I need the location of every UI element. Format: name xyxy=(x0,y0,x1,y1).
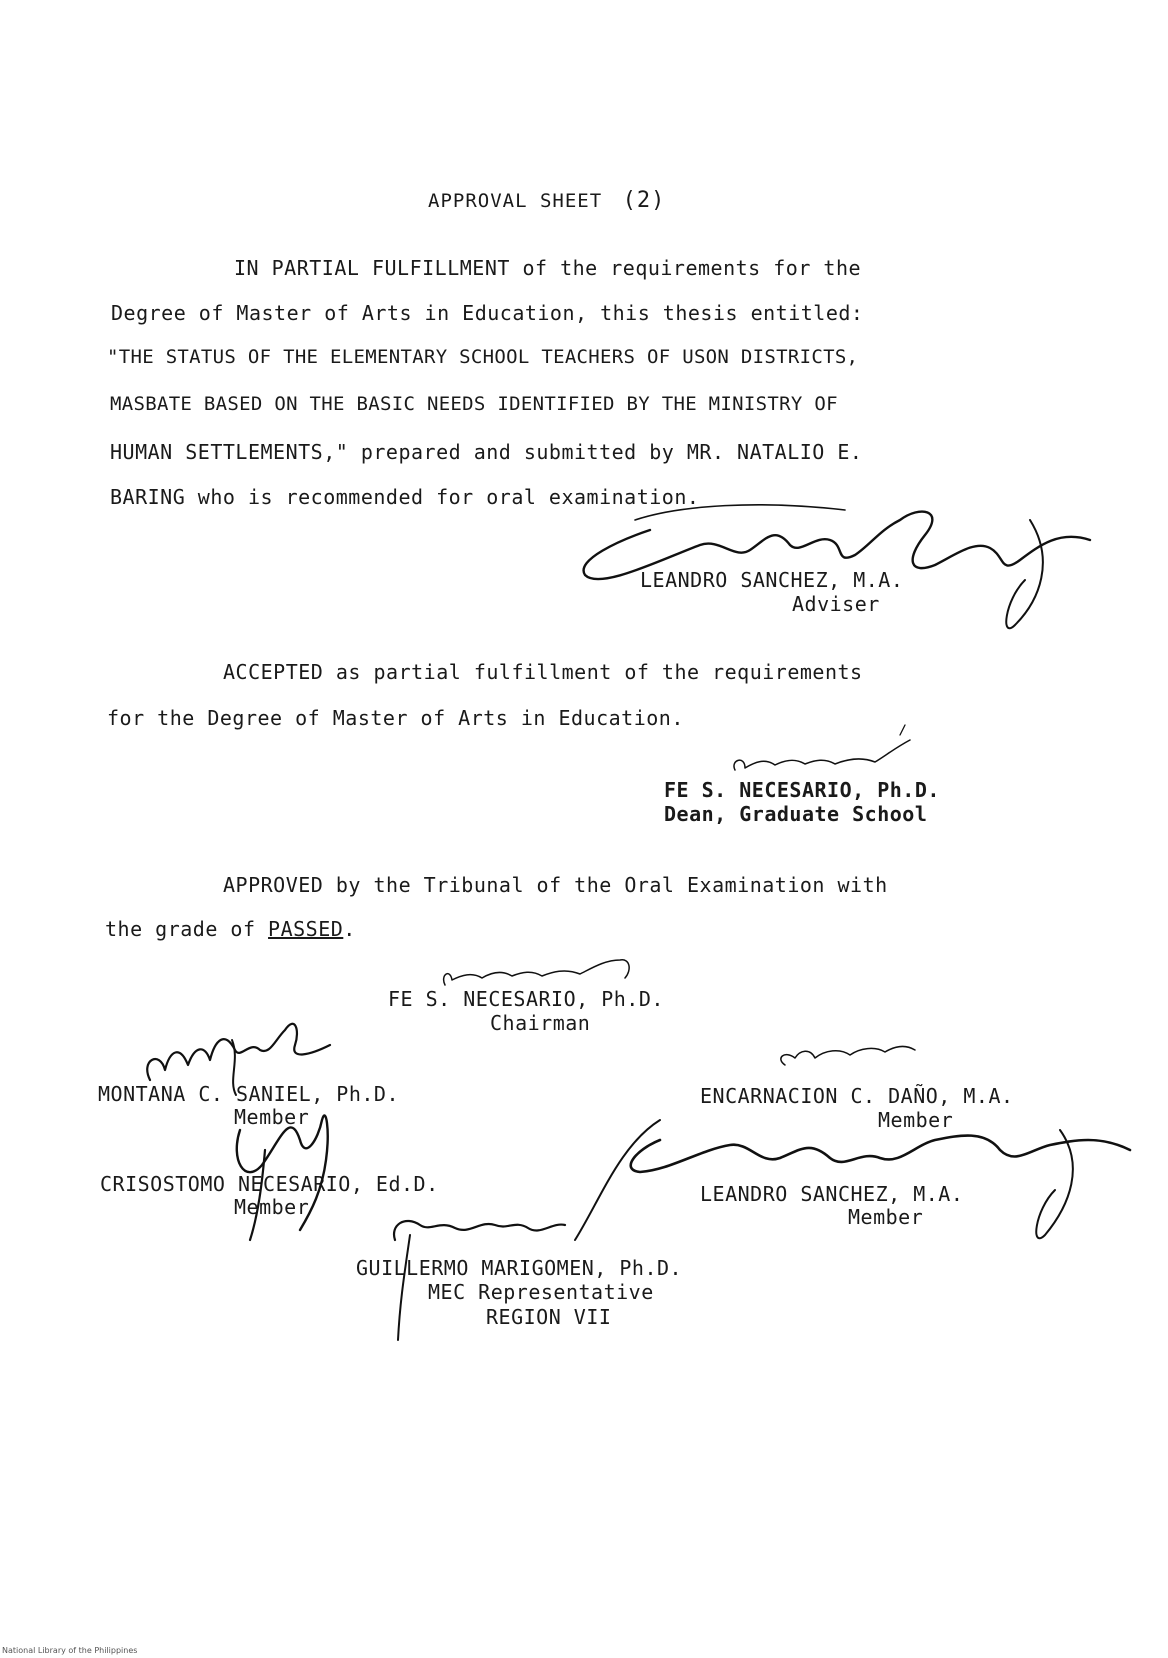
approval-line-2-prefix: the grade of xyxy=(105,917,269,941)
dean-name: FE S. NECESARIO, Ph.D. xyxy=(664,778,940,802)
recommendation-line-6: BARING who is recommended for oral examination. xyxy=(110,485,700,509)
recommendation-line-5: HUMAN SETTLEMENTS," prepared and submitted by MR. NATALIO E. xyxy=(110,440,863,464)
representative-role: MEC Representative xyxy=(428,1280,654,1304)
approval-line-2 xyxy=(105,917,356,941)
title-text: APPROVAL SHEET xyxy=(428,190,603,212)
recommendation-line-3: "THE STATUS OF THE ELEMENTARY SCHOOL TEACHERS OF USON DISTRICTS, xyxy=(107,346,859,368)
member-sanchez-role: Member xyxy=(848,1205,924,1229)
member-dano-name: ENCARNACION C. DAÑO, M.A. xyxy=(700,1084,1014,1108)
recommendation-line-4: MASBATE BASED ON THE BASIC NEEDS IDENTIFIED BY THE MINISTRY OF xyxy=(110,393,838,415)
recommendation-line-1: IN PARTIAL FULFILLMENT of the requirements for the xyxy=(234,256,862,280)
chairman-role: Chairman xyxy=(490,1011,591,1035)
recommendation-line-2: Degree of Master of Arts in Education, this thesis entitled: xyxy=(111,301,864,325)
adviser-role: Adviser xyxy=(792,592,880,616)
member-sanchez-name: LEANDRO SANCHEZ, M.A. xyxy=(700,1182,964,1206)
grade-passed: PASSED xyxy=(268,917,344,941)
member-saniel-name: MONTANA C. SANIEL, Ph.D. xyxy=(98,1082,399,1106)
acceptance-line-2: for the Degree of Master of Arts in Education. xyxy=(107,706,684,730)
member-necesario-role: Member xyxy=(234,1195,310,1219)
document-title xyxy=(428,188,665,213)
approval-line-2-suffix: . xyxy=(343,917,356,941)
chairman-signature xyxy=(444,960,630,985)
approval-line-1: APPROVED by the Tribunal of the Oral Examination with xyxy=(223,873,888,897)
member-dano-role: Member xyxy=(878,1108,954,1132)
chairman-name: FE S. NECESARIO, Ph.D. xyxy=(388,987,664,1011)
member-saniel-role: Member xyxy=(234,1105,310,1129)
representative-region: REGION VII xyxy=(486,1305,612,1329)
adviser-name: LEANDRO SANCHEZ, M.A. xyxy=(640,568,904,592)
dean-role: Dean, Graduate School xyxy=(664,802,928,826)
member-necesario-name: CRISOSTOMO NECESARIO, Ed.D. xyxy=(100,1172,439,1196)
title-number: (2) xyxy=(622,188,666,213)
dean-signature xyxy=(734,725,910,770)
dano-signature xyxy=(781,1046,915,1065)
footer-attribution: National Library of the Philippines xyxy=(2,1646,138,1655)
representative-name: GUILLERMO MARIGOMEN, Ph.D. xyxy=(356,1256,683,1280)
acceptance-line-1: ACCEPTED as partial fulfillment of the requirements xyxy=(223,660,863,684)
